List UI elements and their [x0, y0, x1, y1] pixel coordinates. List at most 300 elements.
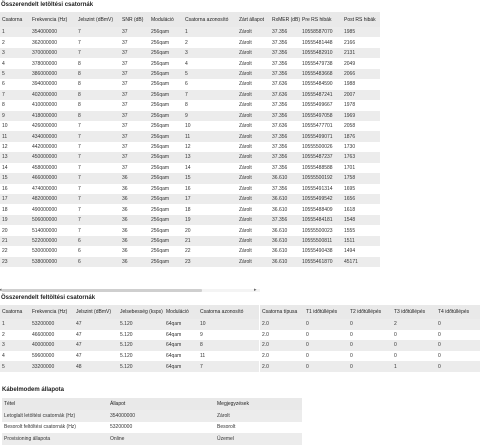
- table-cell: 1618: [342, 204, 380, 214]
- table-cell: 256qam: [149, 152, 183, 162]
- table-cell: 64qam: [164, 319, 198, 330]
- table-cell: 2.0: [260, 351, 304, 362]
- table-cell: 23: [183, 257, 237, 267]
- downstream-row: [0, 37, 380, 47]
- table-cell: 256qam: [149, 111, 183, 121]
- table-cell: 36: [120, 215, 149, 225]
- downstream-header-row: [0, 12, 380, 27]
- table-cell: 1730: [342, 142, 380, 152]
- table-cell: 0: [348, 319, 392, 330]
- table-cell: 36.610: [270, 236, 300, 246]
- table-cell: 36: [120, 204, 149, 214]
- table-cell: 36: [120, 225, 149, 235]
- table-cell: 10: [198, 319, 259, 330]
- table-cell: 36: [120, 173, 149, 183]
- table-cell: 36: [120, 246, 149, 256]
- downstream-row: [0, 194, 380, 204]
- modem-status-row: [2, 410, 302, 422]
- column-header: Csatorna azonosító: [198, 305, 259, 319]
- table-cell: Provisioning állapota: [2, 433, 108, 445]
- column-header: Jelszint (dBmV): [76, 12, 120, 27]
- table-cell: 9: [183, 111, 237, 121]
- table-cell: 14: [0, 163, 30, 173]
- table-cell: 36: [120, 236, 149, 246]
- table-cell: 8: [76, 58, 120, 68]
- table-cell: 7: [76, 121, 120, 131]
- upstream-title: Összerendelt feltöltési csatornák: [1, 295, 96, 301]
- table-cell: 40000000: [30, 340, 74, 351]
- table-cell: 37.356: [270, 131, 300, 141]
- column-header: Állapot: [108, 398, 215, 410]
- downstream-title: Összerendelt letöltési csatornák: [1, 2, 94, 8]
- table-cell: 46600000: [30, 330, 74, 341]
- table-cell: 37.356: [270, 163, 300, 173]
- table-cell: 37.356: [270, 69, 300, 79]
- table-cell: 2: [183, 37, 237, 47]
- table-cell: 37: [120, 142, 149, 152]
- table-cell: 7: [198, 361, 259, 372]
- downstream-row: [0, 236, 380, 246]
- downstream-row: [0, 152, 380, 162]
- table-cell: 2.0: [260, 361, 304, 372]
- table-cell: 7: [76, 225, 120, 235]
- table-cell: 256qam: [149, 163, 183, 173]
- table-cell: 23: [0, 257, 30, 267]
- table-cell: 8: [76, 100, 120, 110]
- table-cell: 5.120: [118, 351, 164, 362]
- table-cell: 0: [392, 330, 436, 341]
- table-cell: 5.120: [118, 330, 164, 341]
- table-cell: 37.356: [270, 142, 300, 152]
- table-cell: 2.0: [260, 319, 304, 330]
- column-header: Zárt állapot: [237, 12, 270, 27]
- table-cell: 7: [76, 204, 120, 214]
- table-cell: 37.356: [270, 48, 300, 58]
- table-cell: 1494: [342, 246, 380, 256]
- table-cell: 458000000: [30, 163, 76, 173]
- modem-status-header-row: [2, 398, 302, 410]
- table-cell: 37.636: [270, 121, 300, 131]
- table-cell: 1969: [342, 111, 380, 121]
- table-cell: 2166: [342, 37, 380, 47]
- upstream-timing-row: [260, 340, 480, 351]
- table-cell: 7: [76, 163, 120, 173]
- column-header: SNR (dB): [120, 12, 149, 27]
- table-cell: Zárolt: [237, 121, 270, 131]
- table-cell: Zárolt: [237, 111, 270, 121]
- table-cell: 10555500026: [300, 142, 342, 152]
- table-cell: 64qam: [164, 330, 198, 341]
- table-cell: Letoglalt letöltési csatornák (Hz): [2, 410, 108, 422]
- table-cell: Zárolt: [215, 410, 302, 422]
- table-cell: Zárolt: [237, 27, 270, 37]
- table-cell: 1656: [342, 194, 380, 204]
- table-cell: 18: [0, 204, 30, 214]
- upstream-row: [0, 330, 259, 341]
- table-cell: 10555500811: [300, 236, 342, 246]
- table-cell: 7: [183, 90, 237, 100]
- table-cell: 45171: [342, 257, 380, 267]
- table-cell: 10555488588: [300, 163, 342, 173]
- column-header: RxMER (dB): [270, 12, 300, 27]
- scrollbar-thumb[interactable]: [2, 289, 202, 292]
- table-cell: 8: [0, 100, 30, 110]
- column-header: Csatorna típusa: [260, 305, 304, 319]
- table-cell: 4: [0, 351, 30, 362]
- table-cell: 256qam: [149, 142, 183, 152]
- table-cell: 410000000: [30, 100, 76, 110]
- table-cell: 17: [0, 194, 30, 204]
- table-cell: 442000000: [30, 142, 76, 152]
- table-cell: 11: [0, 131, 30, 141]
- table-cell: 0: [304, 319, 348, 330]
- table-cell: Zárolt: [237, 79, 270, 89]
- modem-status-row: [2, 422, 302, 434]
- modem-status-title: Kábelmodem állapota: [2, 387, 65, 393]
- table-cell: 37: [120, 100, 149, 110]
- downstream-row: [0, 48, 380, 58]
- upstream-row: [0, 351, 259, 362]
- table-cell: 10555499667: [300, 100, 342, 110]
- table-cell: 37: [120, 58, 149, 68]
- table-cell: 354000000: [30, 27, 76, 37]
- table-cell: 7: [76, 215, 120, 225]
- table-cell: 36.610: [270, 204, 300, 214]
- table-cell: 48: [74, 361, 118, 372]
- downstream-row: [0, 257, 380, 267]
- table-cell: 370000000: [30, 48, 76, 58]
- table-cell: 37: [120, 152, 149, 162]
- table-cell: 1978: [342, 100, 380, 110]
- table-cell: 434000000: [30, 131, 76, 141]
- table-cell: 37: [120, 90, 149, 100]
- table-cell: 37: [120, 37, 149, 47]
- table-cell: 18: [183, 204, 237, 214]
- table-cell: Zárolt: [237, 204, 270, 214]
- table-cell: 37.636: [270, 90, 300, 100]
- table-cell: 10555500023: [300, 225, 342, 235]
- column-header: Csatorna azonosító: [183, 12, 237, 27]
- column-header: T2 időtúllépés: [348, 305, 392, 319]
- table-cell: 36.610: [270, 257, 300, 267]
- upstream-timing-row: [260, 361, 480, 372]
- table-cell: 10555482910: [300, 48, 342, 58]
- column-header: Post RS hibák: [342, 12, 380, 27]
- table-cell: 5.120: [118, 319, 164, 330]
- downstream-row: [0, 121, 380, 131]
- table-cell: 2: [0, 37, 30, 47]
- table-cell: Zárolt: [237, 215, 270, 225]
- table-cell: 522000000: [30, 236, 76, 246]
- table-cell: Zárolt: [237, 90, 270, 100]
- table-cell: 7: [76, 194, 120, 204]
- table-cell: 19: [183, 215, 237, 225]
- table-cell: 37.356: [270, 27, 300, 37]
- table-cell: 7: [76, 152, 120, 162]
- table-cell: 7: [76, 48, 120, 58]
- table-cell: 10555491314: [300, 184, 342, 194]
- modem-status-row: [2, 433, 302, 445]
- table-cell: Zárolt: [237, 225, 270, 235]
- table-cell: 59600000: [30, 351, 74, 362]
- table-cell: 256qam: [149, 121, 183, 131]
- table-cell: 256qam: [149, 194, 183, 204]
- table-cell: 36.610: [270, 225, 300, 235]
- table-cell: 0: [348, 330, 392, 341]
- table-cell: 256qam: [149, 204, 183, 214]
- table-cell: 7: [76, 184, 120, 194]
- table-cell: 10555488409: [300, 204, 342, 214]
- table-cell: 256qam: [149, 246, 183, 256]
- downstream-row: [0, 58, 380, 68]
- table-cell: 47: [74, 351, 118, 362]
- column-header: Moduláció: [164, 305, 198, 319]
- column-header: T3 időtúllépés: [392, 305, 436, 319]
- table-cell: 37.636: [270, 79, 300, 89]
- table-cell: 19: [0, 215, 30, 225]
- table-cell: 53200000: [108, 422, 215, 434]
- table-cell: 7: [76, 37, 120, 47]
- table-cell: 0: [304, 361, 348, 372]
- table-cell: Besorolt feltöltési csatornák (Hz): [2, 422, 108, 434]
- table-cell: 256qam: [149, 236, 183, 246]
- table-cell: 16: [183, 184, 237, 194]
- downstream-row: [0, 27, 380, 37]
- scroll-right-icon[interactable]: ▸: [254, 287, 257, 293]
- table-cell: 6: [76, 236, 120, 246]
- table-cell: 0: [304, 340, 348, 351]
- table-cell: 6: [0, 79, 30, 89]
- table-cell: 256qam: [149, 184, 183, 194]
- table-cell: 37: [120, 163, 149, 173]
- table-cell: 2058: [342, 121, 380, 131]
- table-cell: 1758: [342, 173, 380, 183]
- table-cell: 33200000: [30, 361, 74, 372]
- table-cell: 10555499542: [300, 194, 342, 204]
- column-header: Frekvencia (Hz): [30, 305, 74, 319]
- table-cell: 10555499071: [300, 131, 342, 141]
- table-cell: Zárolt: [237, 100, 270, 110]
- table-cell: 37.356: [270, 215, 300, 225]
- upstream-row: [0, 340, 259, 351]
- table-cell: Zárolt: [237, 194, 270, 204]
- table-cell: 10558587070: [300, 27, 342, 37]
- table-cell: 1555: [342, 225, 380, 235]
- table-cell: 6: [76, 246, 120, 256]
- downstream-row: [0, 173, 380, 183]
- table-cell: 8: [183, 100, 237, 110]
- table-cell: 0: [436, 330, 480, 341]
- table-cell: 10555484181: [300, 215, 342, 225]
- column-header: T4 időtúllépés: [436, 305, 480, 319]
- table-cell: 10555484590: [300, 79, 342, 89]
- table-cell: 256qam: [149, 69, 183, 79]
- table-cell: 1: [0, 27, 30, 37]
- table-cell: 256qam: [149, 90, 183, 100]
- table-cell: 256qam: [149, 27, 183, 37]
- table-cell: 37.356: [270, 152, 300, 162]
- upstream-table: [0, 305, 259, 372]
- table-cell: 37: [120, 131, 149, 141]
- table-cell: 5.120: [118, 361, 164, 372]
- table-cell: 2.0: [260, 340, 304, 351]
- table-cell: 36.610: [270, 194, 300, 204]
- table-cell: Üzemel: [215, 433, 302, 445]
- table-cell: 426000000: [30, 121, 76, 131]
- table-cell: 22: [0, 246, 30, 256]
- table-cell: 450000000: [30, 152, 76, 162]
- table-cell: 5: [0, 361, 30, 372]
- table-cell: 506000000: [30, 215, 76, 225]
- table-cell: 362000000: [30, 37, 76, 47]
- table-cell: 1988: [342, 79, 380, 89]
- table-cell: 4: [183, 58, 237, 68]
- table-cell: 10555500192: [300, 173, 342, 183]
- table-cell: 466000000: [30, 173, 76, 183]
- table-cell: 0: [348, 340, 392, 351]
- downstream-row: [0, 79, 380, 89]
- table-cell: 256qam: [149, 37, 183, 47]
- table-cell: 0: [392, 351, 436, 362]
- table-cell: 4: [0, 58, 30, 68]
- table-cell: 538000000: [30, 257, 76, 267]
- table-cell: 10: [183, 121, 237, 131]
- upstream-timing-table: [260, 305, 480, 372]
- table-cell: 6: [183, 79, 237, 89]
- table-cell: 2131: [342, 48, 380, 58]
- table-cell: 256qam: [149, 58, 183, 68]
- table-cell: 482000000: [30, 194, 76, 204]
- table-cell: 36: [120, 184, 149, 194]
- table-cell: 10555497058: [300, 111, 342, 121]
- table-cell: 474000000: [30, 184, 76, 194]
- table-cell: 378000000: [30, 58, 76, 68]
- table-cell: 37: [120, 121, 149, 131]
- table-cell: 13: [0, 152, 30, 162]
- table-cell: 20: [183, 225, 237, 235]
- table-cell: 0: [436, 340, 480, 351]
- downstream-row: [0, 204, 380, 214]
- column-header: Csatorna: [0, 305, 30, 319]
- table-cell: 1: [183, 27, 237, 37]
- downstream-row: [0, 215, 380, 225]
- table-cell: 53200000: [30, 319, 74, 330]
- downstream-row: [0, 100, 380, 110]
- table-cell: 2: [0, 330, 30, 341]
- table-cell: 1695: [342, 184, 380, 194]
- table-cell: 37: [120, 111, 149, 121]
- table-cell: 0: [436, 361, 480, 372]
- column-header: Moduláció: [149, 12, 183, 27]
- table-cell: 1: [392, 361, 436, 372]
- table-cell: 15: [0, 173, 30, 183]
- table-cell: 402000000: [30, 90, 76, 100]
- table-cell: 22: [183, 246, 237, 256]
- table-cell: 37: [120, 79, 149, 89]
- table-cell: 10555490438: [300, 246, 342, 256]
- table-cell: 514000000: [30, 225, 76, 235]
- table-cell: 8: [76, 90, 120, 100]
- downstream-table: [0, 12, 380, 267]
- table-cell: 47: [74, 319, 118, 330]
- table-cell: 2.0: [260, 330, 304, 341]
- table-cell: 0: [304, 351, 348, 362]
- table-cell: 37.356: [270, 184, 300, 194]
- scroll-left-icon[interactable]: ◂: [0, 287, 2, 293]
- table-cell: Zárolt: [237, 69, 270, 79]
- table-cell: 0: [348, 351, 392, 362]
- table-cell: 36: [120, 257, 149, 267]
- table-cell: 6: [76, 257, 120, 267]
- table-cell: 490000000: [30, 204, 76, 214]
- table-cell: 3: [183, 48, 237, 58]
- table-cell: 8: [76, 111, 120, 121]
- table-cell: Zárolt: [237, 163, 270, 173]
- table-cell: Zárolt: [237, 173, 270, 183]
- table-cell: 13: [183, 152, 237, 162]
- table-cell: 37: [120, 69, 149, 79]
- horizontal-scrollbar[interactable]: [0, 289, 260, 292]
- table-cell: 1876: [342, 131, 380, 141]
- table-cell: 14: [183, 163, 237, 173]
- downstream-row: [0, 163, 380, 173]
- table-cell: 10555479738: [300, 58, 342, 68]
- table-cell: Zárolt: [237, 37, 270, 47]
- table-cell: 17: [183, 194, 237, 204]
- table-cell: 64qam: [164, 340, 198, 351]
- table-cell: 9: [198, 330, 259, 341]
- table-cell: Online: [108, 433, 215, 445]
- table-cell: 10555481448: [300, 37, 342, 47]
- modem-status-table: [2, 398, 302, 445]
- table-cell: 5: [183, 69, 237, 79]
- table-cell: 0: [348, 361, 392, 372]
- table-cell: 12: [0, 142, 30, 152]
- table-cell: 47: [74, 330, 118, 341]
- table-cell: 15: [183, 173, 237, 183]
- table-cell: 7: [76, 131, 120, 141]
- table-cell: 36.610: [270, 173, 300, 183]
- table-cell: 0: [304, 330, 348, 341]
- column-header: Jelszint (dBmV): [74, 305, 118, 319]
- table-cell: 3: [0, 48, 30, 58]
- table-cell: 64qam: [164, 361, 198, 372]
- downstream-row: [0, 90, 380, 100]
- table-cell: 354000000: [108, 410, 215, 422]
- table-cell: 386000000: [30, 69, 76, 79]
- table-cell: Zárolt: [237, 142, 270, 152]
- downstream-row: [0, 246, 380, 256]
- table-cell: 9: [0, 111, 30, 121]
- column-header: Pre RS hibák: [300, 12, 342, 27]
- table-cell: 7: [76, 27, 120, 37]
- table-cell: 37.356: [270, 111, 300, 121]
- table-cell: 8: [76, 79, 120, 89]
- table-cell: 21: [183, 236, 237, 246]
- downstream-row: [0, 131, 380, 141]
- table-cell: Zárolt: [237, 48, 270, 58]
- table-cell: 5.120: [118, 340, 164, 351]
- upstream-row: [0, 319, 259, 330]
- upstream-timing-row: [260, 351, 480, 362]
- table-cell: 256qam: [149, 257, 183, 267]
- table-cell: 10555477701: [300, 121, 342, 131]
- table-cell: 1: [0, 319, 30, 330]
- table-cell: 36.610: [270, 246, 300, 256]
- column-header: T1 időtúllépés: [304, 305, 348, 319]
- table-cell: 37.356: [270, 58, 300, 68]
- table-cell: 2: [392, 319, 436, 330]
